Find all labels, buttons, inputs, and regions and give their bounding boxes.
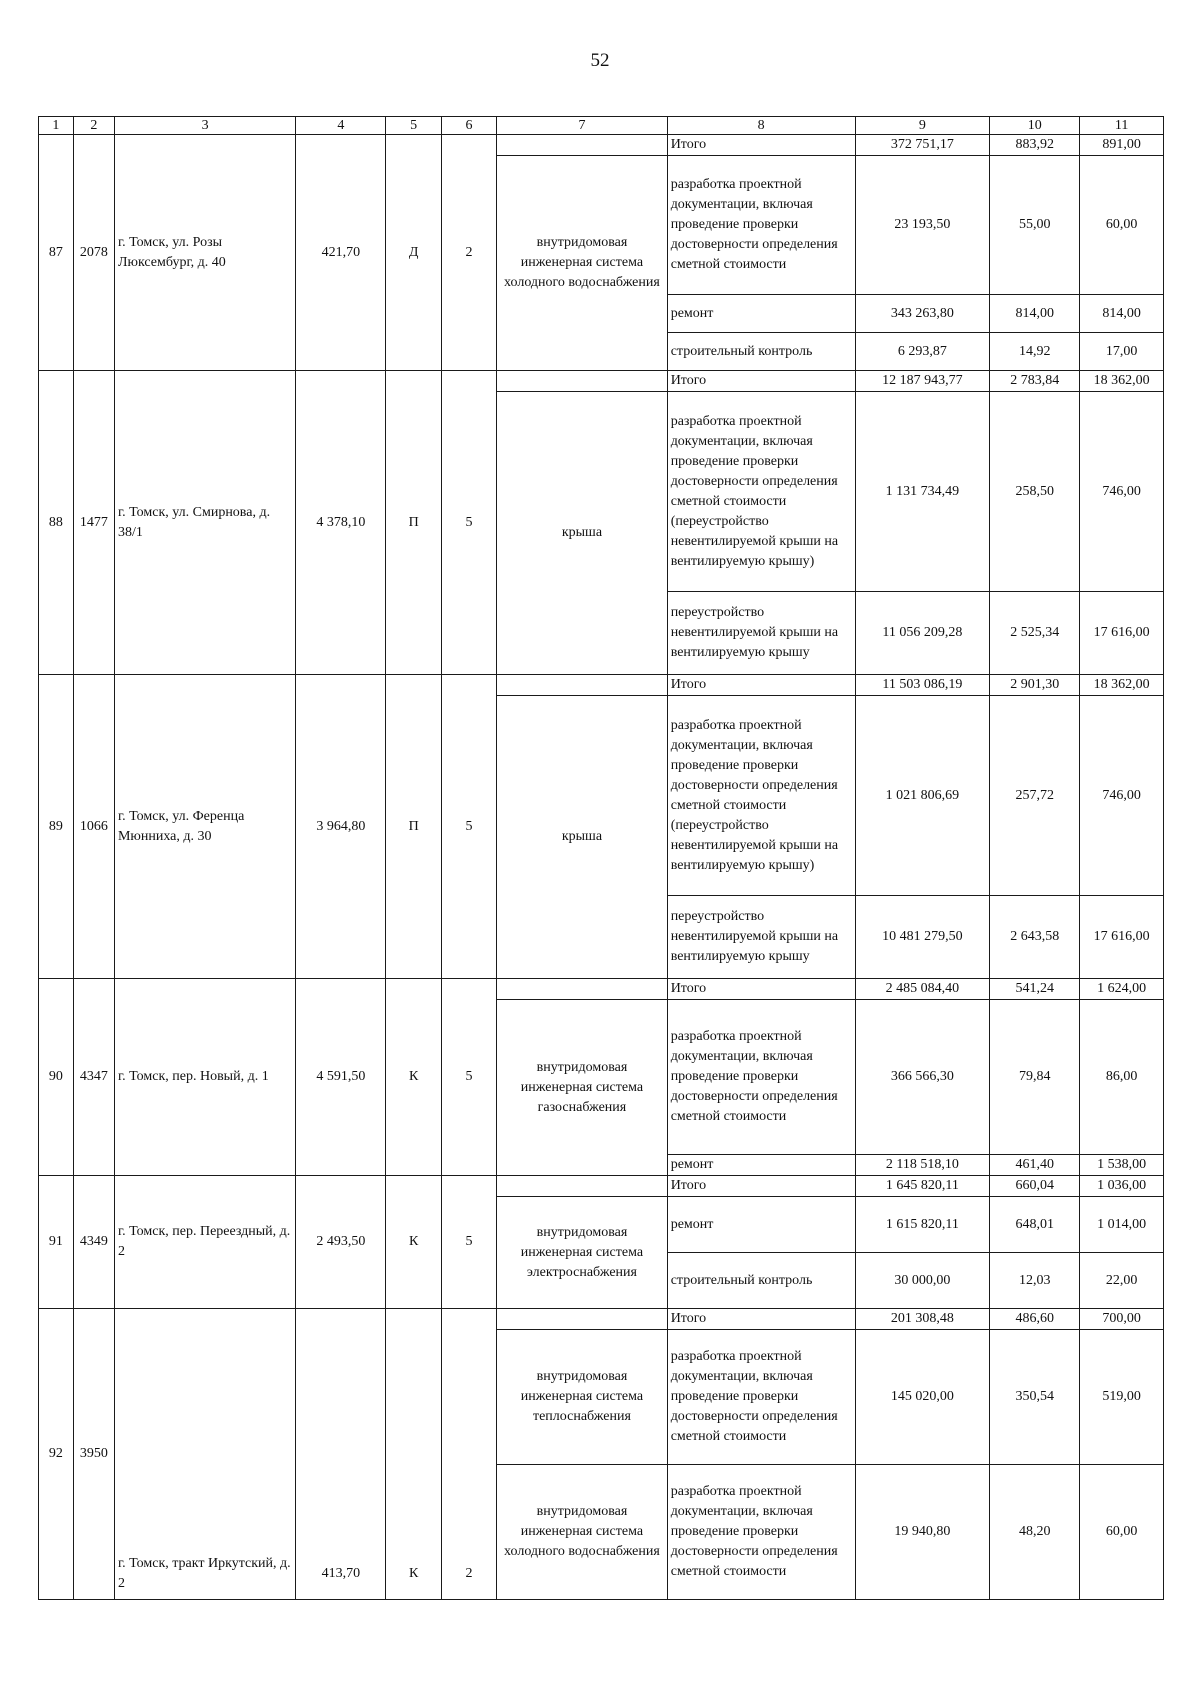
total-unit-cost: 541,24 xyxy=(990,979,1080,1000)
total-cost: 1 645 820,11 xyxy=(855,1176,990,1197)
work-unit-cost: 48,20 xyxy=(990,1465,1080,1600)
work-unit-cost: 55,00 xyxy=(990,156,1080,295)
work-name: переустройство невентилируемой крыши на вентилируемую крышу xyxy=(667,896,855,979)
work-name: разработка проектной документации, включая проведение проверки достоверности определения сметной стоимости xyxy=(667,1330,855,1465)
object-type: К xyxy=(386,1309,441,1600)
total-cost: 11 503 086,19 xyxy=(855,675,990,696)
work-name: разработка проектной документации, включая проведение проверки достоверности определения сметной стоимости (переустройство невентилируемой крыши на вентилируемую крышу) xyxy=(667,696,855,896)
work-unit-cost: 258,50 xyxy=(990,392,1080,592)
object-area: 4 591,50 xyxy=(296,979,386,1176)
work-name: разработка проектной документации, включая проведение проверки достоверности определения сметной стоимости xyxy=(667,1465,855,1600)
work-limit: 22,00 xyxy=(1080,1253,1164,1309)
object-area: 2 493,50 xyxy=(296,1176,386,1309)
work-limit: 746,00 xyxy=(1080,392,1164,592)
col-header: 4 xyxy=(296,117,386,135)
object-code: 1477 xyxy=(73,371,114,675)
work-unit-cost: 2 643,58 xyxy=(990,896,1080,979)
object-type: П xyxy=(386,371,441,675)
object-address: г. Томск, пер. Новый, д. 1 xyxy=(114,979,295,1176)
page-number: 52 xyxy=(590,50,610,71)
system-blank xyxy=(497,1176,667,1197)
object-floors: 2 xyxy=(441,1309,496,1600)
col-header: 2 xyxy=(73,117,114,135)
object-floors: 5 xyxy=(441,979,496,1176)
work-limit: 17 616,00 xyxy=(1080,592,1164,675)
object-address: г. Томск, ул. Ференца Мюнниха, д. 30 xyxy=(114,675,295,979)
system-blank xyxy=(497,371,667,392)
capital-repair-table xyxy=(38,116,1164,1600)
work-cost: 2 118 518,10 xyxy=(855,1155,990,1176)
object-code: 3950 xyxy=(73,1309,114,1600)
work-limit: 746,00 xyxy=(1080,696,1164,896)
object-address: г. Томск, ул. Смирнова, д. 38/1 xyxy=(114,371,295,675)
work-limit: 519,00 xyxy=(1080,1330,1164,1465)
total-limit: 18 362,00 xyxy=(1080,675,1164,696)
work-unit-cost: 257,72 xyxy=(990,696,1080,896)
object-floors: 5 xyxy=(441,675,496,979)
work-cost: 23 193,50 xyxy=(855,156,990,295)
object-floors: 5 xyxy=(441,1176,496,1309)
system-name: внутридомовая инженерная система электроснабжения xyxy=(497,1197,667,1309)
work-cost: 19 940,80 xyxy=(855,1465,990,1600)
work-name: строительный контроль xyxy=(667,1253,855,1309)
total-cost: 372 751,17 xyxy=(855,135,990,156)
table-row xyxy=(39,1176,1164,1197)
work-name: разработка проектной документации, включая проведение проверки достоверности определения сметной стоимости xyxy=(667,1000,855,1155)
total-limit: 1 624,00 xyxy=(1080,979,1164,1000)
total-unit-cost: 883,92 xyxy=(990,135,1080,156)
work-cost: 145 020,00 xyxy=(855,1330,990,1465)
col-header: 1 xyxy=(39,117,74,135)
work-cost: 1 131 734,49 xyxy=(855,392,990,592)
row-number: 87 xyxy=(39,135,74,371)
row-number: 91 xyxy=(39,1176,74,1309)
object-area: 413,70 xyxy=(296,1309,386,1600)
total-unit-cost: 2 901,30 xyxy=(990,675,1080,696)
total-label: Итого xyxy=(667,979,855,1000)
work-name: разработка проектной документации, включая проведение проверки достоверности определения сметной стоимости xyxy=(667,156,855,295)
object-floors: 2 xyxy=(441,135,496,371)
total-cost: 201 308,48 xyxy=(855,1309,990,1330)
object-area: 4 378,10 xyxy=(296,371,386,675)
table-row xyxy=(39,675,1164,696)
system-name: крыша xyxy=(497,392,667,675)
col-header: 11 xyxy=(1080,117,1164,135)
object-address: г. Томск, пер. Переездный, д. 2 xyxy=(114,1176,295,1309)
col-header: 10 xyxy=(990,117,1080,135)
work-name: строительный контроль xyxy=(667,333,855,371)
work-limit: 1 538,00 xyxy=(1080,1155,1164,1176)
system-name: внутридомовая инженерная система холодного водоснабжения xyxy=(497,156,667,371)
object-code: 2078 xyxy=(73,135,114,371)
total-unit-cost: 660,04 xyxy=(990,1176,1080,1197)
object-address: г. Томск, тракт Иркутский, д. 2 xyxy=(114,1309,295,1600)
total-label: Итого xyxy=(667,371,855,392)
col-header: 7 xyxy=(497,117,667,135)
work-limit: 86,00 xyxy=(1080,1000,1164,1155)
total-label: Итого xyxy=(667,135,855,156)
system-name: внутридомовая инженерная система теплоснабжения xyxy=(497,1330,667,1465)
system-blank xyxy=(497,979,667,1000)
work-unit-cost: 79,84 xyxy=(990,1000,1080,1155)
work-unit-cost: 461,40 xyxy=(990,1155,1080,1176)
total-unit-cost: 2 783,84 xyxy=(990,371,1080,392)
col-header: 9 xyxy=(855,117,990,135)
col-header: 6 xyxy=(441,117,496,135)
object-type: К xyxy=(386,1176,441,1309)
work-unit-cost: 14,92 xyxy=(990,333,1080,371)
work-unit-cost: 2 525,34 xyxy=(990,592,1080,675)
work-unit-cost: 814,00 xyxy=(990,295,1080,333)
column-number-row xyxy=(39,117,1164,135)
total-limit: 700,00 xyxy=(1080,1309,1164,1330)
table-row xyxy=(39,135,1164,156)
work-limit: 17,00 xyxy=(1080,333,1164,371)
work-limit: 60,00 xyxy=(1080,156,1164,295)
work-unit-cost: 648,01 xyxy=(990,1197,1080,1253)
col-header: 8 xyxy=(667,117,855,135)
system-blank xyxy=(497,135,667,156)
work-name: ремонт xyxy=(667,1155,855,1176)
object-code: 4349 xyxy=(73,1176,114,1309)
object-address: г. Томск, ул. Розы Люксембург, д. 40 xyxy=(114,135,295,371)
row-number: 88 xyxy=(39,371,74,675)
total-label: Итого xyxy=(667,1309,855,1330)
total-limit: 891,00 xyxy=(1080,135,1164,156)
work-cost: 1 615 820,11 xyxy=(855,1197,990,1253)
table-row xyxy=(39,1309,1164,1330)
work-cost: 30 000,00 xyxy=(855,1253,990,1309)
work-cost: 6 293,87 xyxy=(855,333,990,371)
object-area: 3 964,80 xyxy=(296,675,386,979)
total-label: Итого xyxy=(667,1176,855,1197)
work-limit: 17 616,00 xyxy=(1080,896,1164,979)
system-name: крыша xyxy=(497,696,667,979)
table-row xyxy=(39,371,1164,392)
row-number: 89 xyxy=(39,675,74,979)
total-limit: 18 362,00 xyxy=(1080,371,1164,392)
object-type: П xyxy=(386,675,441,979)
total-unit-cost: 486,60 xyxy=(990,1309,1080,1330)
system-name: внутридомовая инженерная система газоснабжения xyxy=(497,1000,667,1176)
work-cost: 10 481 279,50 xyxy=(855,896,990,979)
system-blank xyxy=(497,675,667,696)
work-cost: 366 566,30 xyxy=(855,1000,990,1155)
work-name: переустройство невентилируемой крыши на вентилируемую крышу xyxy=(667,592,855,675)
row-number: 90 xyxy=(39,979,74,1176)
col-header: 5 xyxy=(386,117,441,135)
object-type: К xyxy=(386,979,441,1176)
object-code: 4347 xyxy=(73,979,114,1176)
work-limit: 814,00 xyxy=(1080,295,1164,333)
work-cost: 1 021 806,69 xyxy=(855,696,990,896)
work-name: ремонт xyxy=(667,1197,855,1253)
object-area: 421,70 xyxy=(296,135,386,371)
work-name: разработка проектной документации, включая проведение проверки достоверности определения сметной стоимости (переустройство невентилируемой крыши на вентилируемую крышу) xyxy=(667,392,855,592)
system-blank xyxy=(497,1309,667,1330)
total-cost: 2 485 084,40 xyxy=(855,979,990,1000)
table-row xyxy=(39,979,1164,1000)
total-label: Итого xyxy=(667,675,855,696)
object-type: Д xyxy=(386,135,441,371)
row-number: 92 xyxy=(39,1309,74,1600)
work-limit: 1 014,00 xyxy=(1080,1197,1164,1253)
total-limit: 1 036,00 xyxy=(1080,1176,1164,1197)
col-header: 3 xyxy=(114,117,295,135)
work-unit-cost: 350,54 xyxy=(990,1330,1080,1465)
object-code: 1066 xyxy=(73,675,114,979)
work-name: ремонт xyxy=(667,295,855,333)
work-limit: 60,00 xyxy=(1080,1465,1164,1600)
work-cost: 343 263,80 xyxy=(855,295,990,333)
work-unit-cost: 12,03 xyxy=(990,1253,1080,1309)
total-cost: 12 187 943,77 xyxy=(855,371,990,392)
work-cost: 11 056 209,28 xyxy=(855,592,990,675)
system-name: внутридомовая инженерная система холодного водоснабжения xyxy=(497,1465,667,1600)
object-floors: 5 xyxy=(441,371,496,675)
